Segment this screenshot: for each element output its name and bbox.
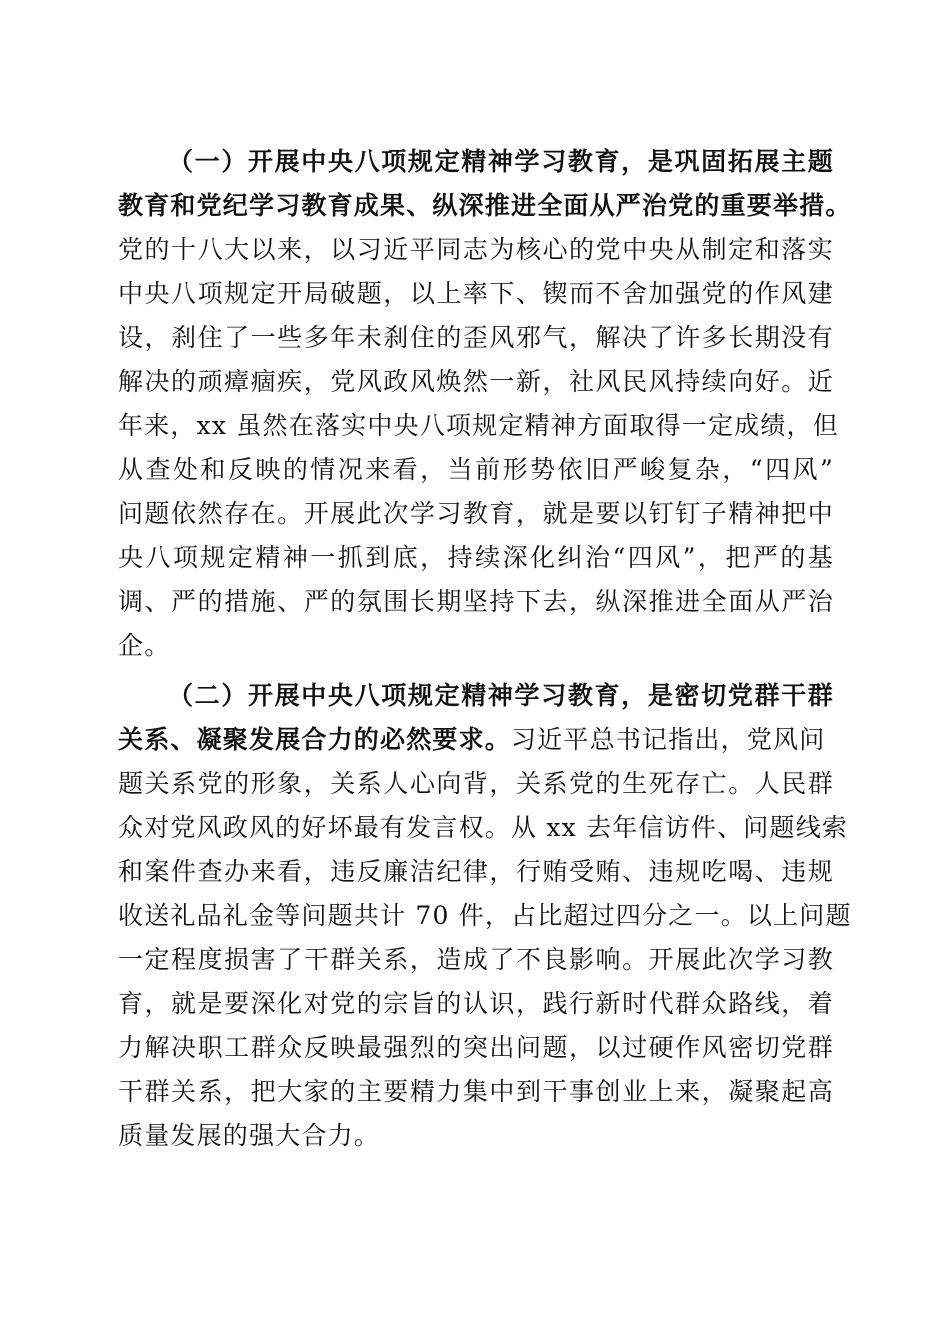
p1-text-line: 党的十八大以来，以习近平同志为核心的党中央从制定和落实 — [118, 235, 834, 264]
p2-text-start: 习近平总书记指出，党风问 — [511, 725, 826, 754]
p1-heading-line: 教育和党纪学习教育成果、纵深推进全面从严治党的重要举措。 — [118, 191, 852, 220]
p2-text-line: 众对党风政风的好坏最有发言权。从 xx 去年信访件、问题线索 — [118, 813, 849, 842]
p2-text-line: 一定程度损害了干群关系，造成了不良影响。开展此次学习教 — [118, 945, 834, 974]
p2-heading-line: （二）开展中央八项规定精神学习教育，是密切党群干群 — [168, 681, 834, 710]
p1-text-line: 央八项规定精神一抓到底，持续深化纠治“四风”，把严的基 — [118, 543, 834, 572]
p1-text-line: 设，刹住了一些多年未刹住的歪风邪气，解决了许多长期没有 — [118, 323, 834, 352]
p2-text-line: 力解决职工群众反映最强烈的突出问题，以过硬作风密切党群 — [118, 1033, 834, 1062]
p1-text-line: 从查处和反映的情况来看，当前形势依旧严峻复杂，“四风” — [118, 455, 834, 484]
p2-text-line: 质量发展的强大合力。 — [118, 1121, 381, 1150]
p2-heading-tail: 关系、凝聚发展合力的必然要求。 — [118, 725, 512, 754]
p1-text-line: 中央八项规定开局破题，以上率下、锲而不舍加强党的作风建 — [118, 279, 834, 308]
p2-text-line: 题关系党的形象，关系人心向背，关系党的生死存亡。人民群 — [118, 769, 834, 798]
p1-text-line: 企。 — [118, 631, 171, 660]
p2-text-line: 育，就是要深化对党的宗旨的认识，践行新时代群众路线，着 — [118, 989, 834, 1018]
p1-text-line: 年来，xx 虽然在落实中央八项规定精神方面取得一定成绩，但 — [118, 411, 839, 440]
p2-first-line — [118, 720, 834, 760]
p2-text-line: 干群关系，把大家的主要精力集中到干事创业上来，凝聚起高 — [118, 1077, 834, 1106]
p1-text-line: 问题依然存在。开展此次学习教育，就是要以钉钉子精神把中 — [118, 499, 834, 528]
p1-text-line: 解决的顽瘴痼疾，党风政风焕然一新，社风民风持续向好。近 — [118, 367, 834, 396]
p2-text-line: 和案件查办来看，违反廉洁纪律，行贿受贿、违规吃喝、违规 — [118, 857, 834, 886]
p1-heading-line: （一）开展中央八项规定精神学习教育，是巩固拓展主题 — [168, 147, 834, 176]
p2-text-line: 收送礼品礼金等问题共计 70 件，占比超过四分之一。以上问题 — [118, 901, 852, 930]
p1-text-line: 调、严的措施、严的氛围长期坚持下去，纵深推进全面从严治 — [118, 587, 834, 616]
